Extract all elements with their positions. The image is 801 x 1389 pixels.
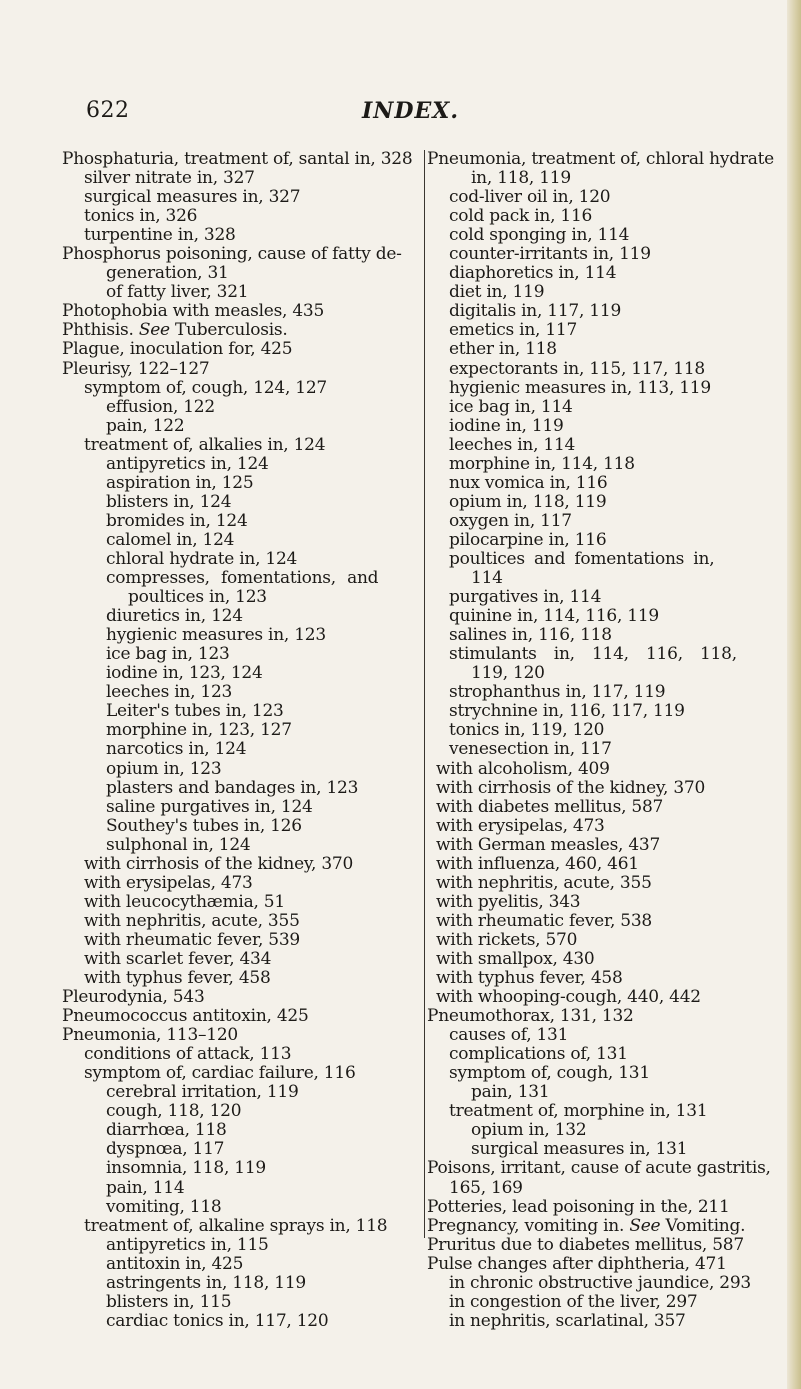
index-subentry: narcotics in, 124 [106, 739, 247, 760]
page-edge [787, 0, 801, 1389]
index-subentry: effusion, 122 [106, 396, 215, 417]
index-entry: Phosphorus poisoning, cause of fatty de- [62, 244, 402, 265]
index-subentry: expectorants in, 115, 117, 118 [449, 358, 705, 379]
index-subentry: blisters in, 115 [106, 1291, 232, 1312]
index-subentry: with influenza, 460, 461 [436, 853, 639, 874]
index-subentry: bromides in, 124 [106, 510, 248, 531]
index-entry: Phosphaturia, treatment of, santal in, 328 [62, 149, 413, 169]
index-subentry: silver nitrate in, 327 [84, 168, 255, 189]
index-subentry: leeches in, 114 [449, 434, 576, 455]
index-subentry: Leiter's tubes in, 123 [106, 701, 284, 722]
index-subentry: with German measles, 437 [436, 834, 661, 855]
index-subentry: saline purgatives in, 124 [106, 796, 313, 817]
index-entry: Pruritus due to diabetes mellitus, 587 [427, 1234, 744, 1255]
index-subentry: with leucocythæmia, 51 [84, 891, 285, 912]
index-subentry: cold pack in, 116 [449, 206, 593, 227]
index-subentry: compresses, fomentations, and [106, 568, 379, 589]
index-subentry: treatment of, alkalies in, 124 [84, 434, 326, 455]
index-subentry: nux vomica in, 116 [449, 472, 608, 493]
index-subentry: pain, 131 [471, 1082, 550, 1103]
index-subentry: with erysipelas, 473 [84, 872, 253, 893]
index-entry: Pneumonia, treatment of, chloral hydrate [427, 149, 774, 169]
index-entry: Photophobia with measles, 435 [62, 301, 325, 322]
index-subentry: with rheumatic fever, 538 [436, 910, 652, 931]
index-subentry: strophanthus in, 117, 119 [449, 682, 666, 703]
index-subentry: ether in, 118 [449, 339, 557, 360]
index-subentry: pain, 114 [106, 1177, 185, 1198]
index-subentry: symptom of, cough, 131 [449, 1063, 650, 1084]
index-subentry: aspiration in, 125 [106, 472, 254, 493]
index-subentry: cerebral irritation, 119 [106, 1082, 299, 1103]
index-entry: Plague, inoculation for, 425 [62, 339, 293, 360]
index-continuation: 119, 120 [471, 663, 545, 684]
index-subentry: cough, 118, 120 [106, 1101, 242, 1122]
index-subentry: tonics in, 119, 120 [449, 720, 605, 741]
index-subentry: treatment of, alkaline sprays in, 118 [84, 1215, 388, 1236]
index-subentry: with nephritis, acute, 355 [84, 910, 300, 931]
index-subentry: poultices and fomentations in, [449, 548, 715, 569]
index-subentry: with pyelitis, 343 [436, 891, 581, 912]
index-subentry: digitalis in, 117, 119 [449, 301, 622, 322]
index-subentry: opium in, 132 [471, 1120, 587, 1141]
page-header [0, 98, 801, 128]
index-subentry: causes of, 131 [449, 1025, 569, 1046]
index-subentry: cardiac tonics in, 117, 120 [106, 1310, 329, 1331]
index-subentry: dyspnœa, 117 [106, 1139, 225, 1160]
index-subentry: oxygen in, 117 [449, 510, 572, 531]
index-entry: Pneumococcus antitoxin, 425 [62, 1006, 309, 1027]
index-subentry: with rheumatic fever, 539 [84, 929, 300, 950]
index-subentry: opium in, 118, 119 [449, 491, 607, 512]
index-entry: Pleurodynia, 543 [62, 987, 205, 1008]
index-subentry: diuretics in, 124 [106, 606, 243, 627]
index-entry: Potteries, lead poisoning in the, 211 [427, 1196, 730, 1217]
index-subentry: with smallpox, 430 [436, 948, 595, 969]
index-subentry: of fatty liver, 321 [106, 282, 249, 303]
index-subentry: plasters and bandages in, 123 [106, 777, 359, 798]
index-subentry: quinine in, 114, 116, 119 [449, 606, 659, 627]
index-subentry: with erysipelas, 473 [436, 815, 605, 836]
index-subentry: conditions of attack, 113 [84, 1044, 292, 1065]
index-subentry: venesection in, 117 [449, 739, 612, 760]
index-subentry: pilocarpine in, 116 [449, 529, 607, 550]
index-subentry: treatment of, morphine in, 131 [449, 1101, 708, 1122]
index-subentry: in nephritis, scarlatinal, 357 [449, 1310, 686, 1331]
index-subentry: with rickets, 570 [436, 929, 578, 950]
index-subentry: salines in, 116, 118 [449, 625, 612, 646]
index-subentry: pain, 122 [106, 415, 185, 436]
index-subentry: morphine in, 114, 118 [449, 453, 635, 474]
index-entry: Pneumothorax, 131, 132 [427, 1006, 634, 1027]
index-subentry: with whooping-cough, 440, 442 [436, 987, 701, 1008]
page-number: 622 [86, 98, 130, 123]
index-subentry: cold sponging in, 114 [449, 225, 630, 246]
index-subentry: with cirrhosis of the kidney, 370 [84, 853, 354, 874]
index-continuation: 114 [471, 568, 503, 589]
index-entry: Pleurisy, 122–127 [62, 358, 210, 379]
index-subentry: with alcoholism, 409 [436, 758, 610, 779]
index-subentry: with typhus fever, 458 [436, 968, 623, 989]
index-subentry: antitoxin in, 425 [106, 1253, 244, 1274]
index-subentry: morphine in, 123, 127 [106, 720, 292, 741]
index-subentry: chloral hydrate in, 124 [106, 548, 298, 569]
index-subentry: stimulants in, 114, 116, 118, [449, 644, 737, 665]
index-subentry: with nephritis, acute, 355 [436, 872, 652, 893]
column-divider [424, 150, 425, 1238]
index-subentry: strychnine in, 116, 117, 119 [449, 701, 685, 722]
index-subentry: with typhus fever, 458 [84, 968, 271, 989]
right-index-column [427, 150, 780, 1331]
index-subentry: antipyretics in, 124 [106, 453, 269, 474]
index-subentry: symptom of, cardiac failure, 116 [84, 1063, 356, 1084]
index-continuation: in, 118, 119 [471, 168, 571, 189]
index-subentry: diet in, 119 [449, 282, 545, 303]
index-subentry: surgical measures in, 131 [471, 1139, 688, 1160]
index-subentry: vomiting, 118 [106, 1196, 222, 1217]
index-subentry: iodine in, 119 [449, 415, 564, 436]
index-entry: Phthisis. See Tuberculosis. [62, 320, 288, 341]
index-continuation: poultices in, 123 [128, 587, 267, 608]
index-subentry: ice bag in, 114 [449, 396, 573, 417]
running-title: INDEX. [362, 98, 459, 124]
index-subentry: blisters in, 124 [106, 491, 232, 512]
index-subentry: sulphonal in, 124 [106, 834, 251, 855]
index-subentry: symptom of, cough, 124, 127 [84, 377, 327, 398]
index-subentry: Southey's tubes in, 126 [106, 815, 302, 836]
index-entry: Pulse changes after diphtheria, 471 [427, 1253, 727, 1274]
index-subentry: ice bag in, 123 [106, 644, 230, 665]
index-subentry: calomel in, 124 [106, 529, 235, 550]
index-subentry: leeches in, 123 [106, 682, 233, 703]
index-entry: Pregnancy, vomiting in. See Vomiting. [427, 1215, 746, 1236]
index-subentry: counter-irritants in, 119 [449, 244, 651, 265]
index-entry: Pneumonia, 113–120 [62, 1025, 238, 1046]
index-subentry: hygienic measures in, 113, 119 [449, 377, 711, 398]
index-subentry: cod-liver oil in, 120 [449, 187, 611, 208]
index-subentry: hygienic measures in, 123 [106, 625, 326, 646]
index-subentry: complications of, 131 [449, 1044, 628, 1065]
index-subentry: with diabetes mellitus, 587 [436, 796, 664, 817]
left-index-column [62, 150, 420, 1331]
index-subentry: with scarlet fever, 434 [84, 948, 272, 969]
index-subentry: turpentine in, 328 [84, 225, 236, 246]
index-subentry: in chronic obstructive jaundice, 293 [449, 1272, 751, 1293]
index-subentry: astringents in, 118, 119 [106, 1272, 306, 1293]
index-subentry: emetics in, 117 [449, 320, 578, 341]
index-continuation: generation, 31 [106, 263, 229, 284]
index-subentry: tonics in, 326 [84, 206, 198, 227]
index-subentry: surgical measures in, 327 [84, 187, 301, 208]
index-subentry: opium in, 123 [106, 758, 222, 779]
index-subentry: in congestion of the liver, 297 [449, 1291, 698, 1312]
index-subentry: with cirrhosis of the kidney, 370 [436, 777, 706, 798]
index-entry: Poisons, irritant, cause of acute gastritis, [427, 1158, 771, 1179]
index-continuation: 165, 169 [449, 1177, 523, 1198]
index-subentry: iodine in, 123, 124 [106, 663, 263, 684]
index-subentry: diarrhœa, 118 [106, 1120, 227, 1141]
index-subentry: insomnia, 118, 119 [106, 1158, 266, 1179]
index-subentry: diaphoretics in, 114 [449, 263, 617, 284]
index-subentry: purgatives in, 114 [449, 587, 602, 608]
index-subentry: antipyretics in, 115 [106, 1234, 269, 1255]
